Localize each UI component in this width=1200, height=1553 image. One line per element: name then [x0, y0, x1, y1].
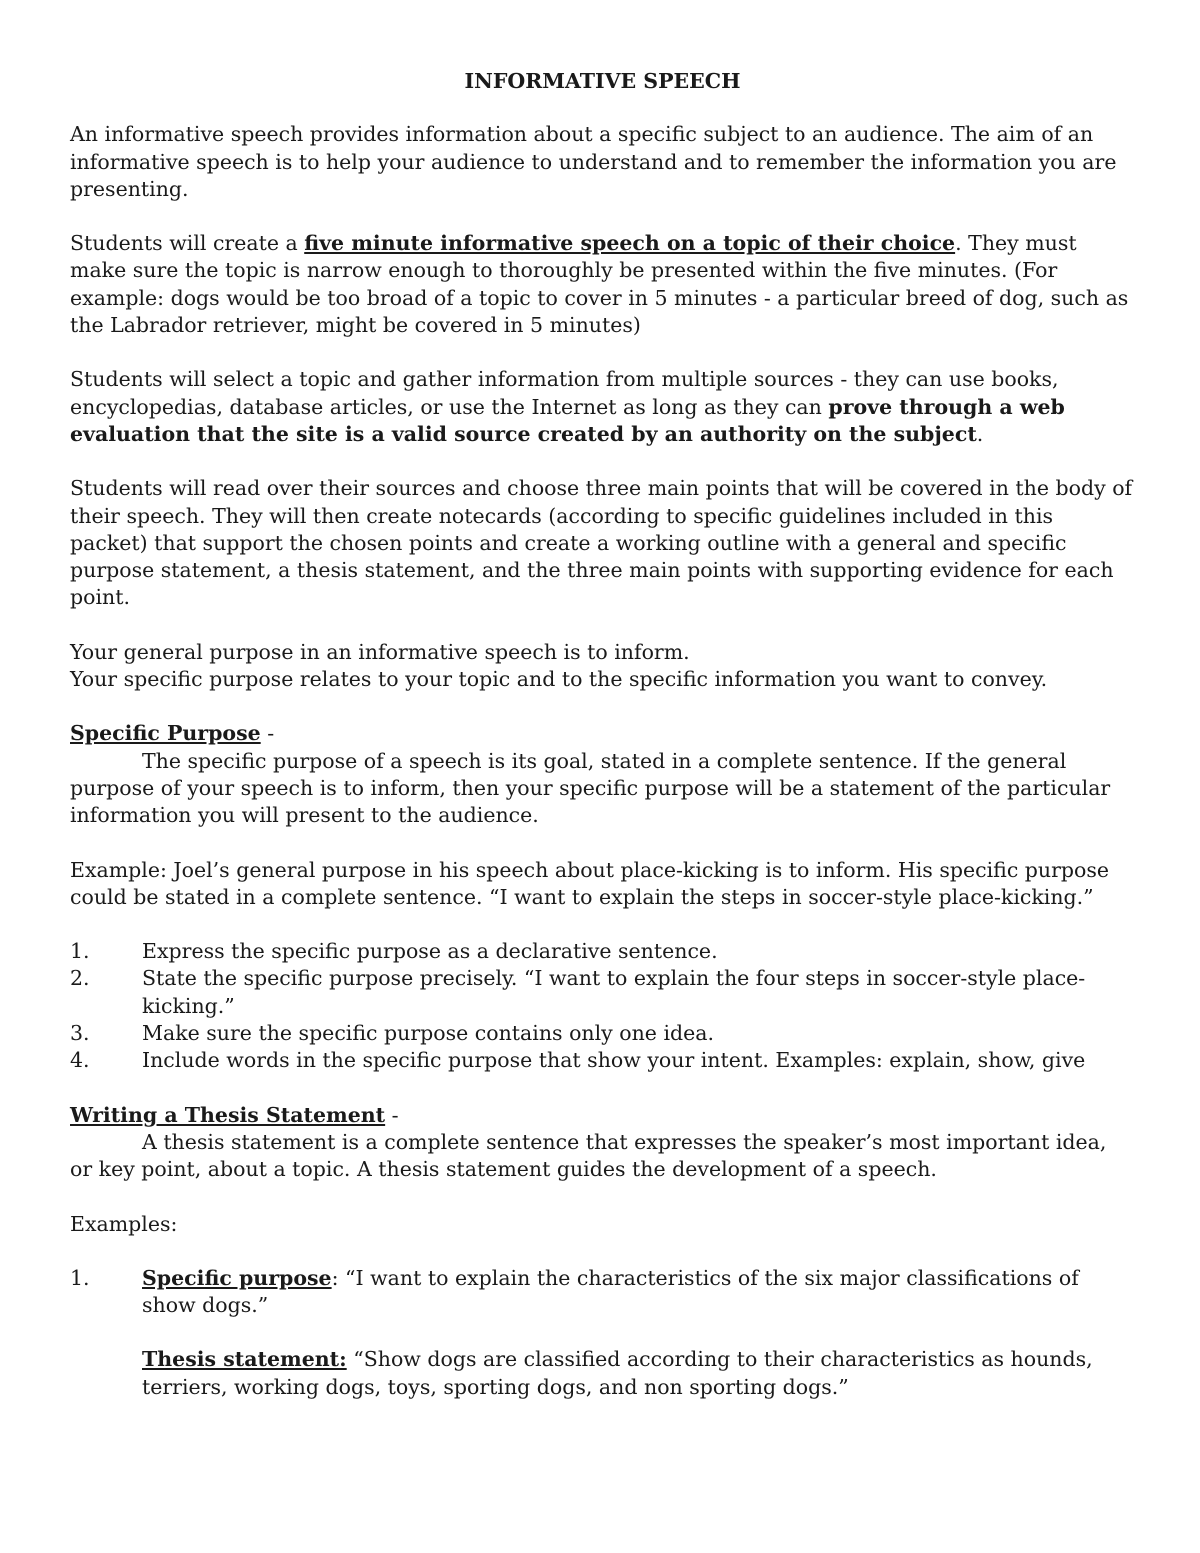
- specific-purpose-body: The specific purpose of a speech is its goal, stated in a complete sentence. If the general purpose of your speech is to inform, then your specific purpose will be a statement of the particular information you will present to the audience.: [70, 748, 1111, 828]
- document-title: INFORMATIVE SPEECH: [464, 69, 741, 93]
- list-item-number: 4.: [70, 1048, 90, 1073]
- list-item: [70, 1020, 1135, 1047]
- specific-purpose-steps: [70, 938, 1135, 1074]
- sources-text-pre: Students will select a topic and gather information from multiple sources - they can use books, encyclopedias, database articles, or use the Internet as long as they can: [70, 367, 1059, 419]
- example-number: 1.: [70, 1265, 90, 1290]
- example-thesis-statement: [142, 1346, 1135, 1401]
- examples-label: Examples:: [70, 1211, 178, 1236]
- intro-paragraph: An informative speech provides information about a specific subject to an audience. The aim of an informative speech is to help your audience to understand and to remember the information you are presenting.: [70, 122, 1117, 201]
- general-purpose-line: Your general purpose in an informative speech is to inform.: [70, 639, 690, 664]
- specific-purpose-example: Example: Joel’s general purpose in his speech about place-kicking is to inform. His specific purpose could be stated in a complete sentence. “I want to explain the steps in soccer-style place-kicking.”: [70, 857, 1110, 909]
- outline-paragraph: Students will read over their sources and choose three main points that will be covered in the body of their speech. They will then create notecards (according to specific guidelines included in this packet) that support the chosen points and create a working outline with a general and specific purpose statement, a thesis statement, and the three main points with supporting evidence for each point.: [70, 476, 1133, 610]
- list-item: [70, 1047, 1135, 1074]
- thesis-example-1: [70, 1265, 1135, 1401]
- spacer: [142, 1319, 1135, 1346]
- specific-purpose-text: : “I want to explain the characteristics of the six major classifications of show dogs.”: [142, 1265, 1079, 1318]
- list-item-number: 1.: [70, 939, 90, 964]
- specific-purpose-line: Your specific purpose relates to your topic and to the specific information you want to convey.: [70, 667, 1048, 692]
- thesis-heading-text: Writing a Thesis Statement: [70, 1102, 386, 1127]
- sources-text-post: .: [976, 421, 984, 446]
- thesis-statement-text: “Show dogs are classified according to their characteristics as hounds, terriers, working dogs, toys, sporting dogs, and non sporting dogs.”: [142, 1347, 1093, 1399]
- list-item-text: Make sure the specific purpose contains only one idea.: [142, 1021, 715, 1046]
- specific-purpose-heading: [70, 720, 1135, 747]
- example-specific-purpose: [142, 1265, 1135, 1320]
- specific-purpose-heading-suffix: -: [260, 721, 275, 746]
- document-page: [70, 68, 1135, 1401]
- list-item-text: Express the specific purpose as a declarative sentence.: [142, 939, 718, 964]
- list-item: [70, 938, 1135, 965]
- thesis-heading: [70, 1102, 1135, 1129]
- assignment-text-post: . They must make sure the topic is narrow enough to thoroughly be presented within the five minutes. (For example: dogs would be too broad of a topic to cover in 5 minutes - a particular breed of dog, such as the Labrador retriever, might be covered in 5 minutes): [70, 231, 1129, 338]
- assignment-emphasis: five minute informative speech on a topic of their choice: [304, 231, 956, 256]
- list-item-text: Include words in the specific purpose that show your intent. Examples: explain, show, give: [142, 1048, 1086, 1073]
- assignment-paragraph: [70, 230, 1135, 339]
- list-item-number: 3.: [70, 1021, 90, 1046]
- specific-purpose-heading-text: Specific Purpose: [70, 721, 261, 746]
- specific-purpose-label: Specific purpose: [142, 1265, 332, 1290]
- thesis-heading-suffix: -: [385, 1102, 399, 1127]
- thesis-statement-label: Thesis statement:: [142, 1347, 347, 1372]
- list-item-text: State the specific purpose precisely. “I want to explain the four steps in soccer-style place-kicking.”: [142, 966, 1086, 1018]
- thesis-body: A thesis statement is a complete sentence that expresses the speaker’s most important idea, or key point, about a topic. A thesis statement guides the development of a speech.: [70, 1129, 1107, 1182]
- list-item-number: 2.: [70, 966, 90, 991]
- assignment-text-pre: Students will create a: [70, 231, 305, 256]
- sources-paragraph: [70, 366, 1135, 448]
- list-item: [70, 965, 1135, 1020]
- sources-emphasis: prove through a web evaluation that the site is a valid source created by an authority on the subject: [70, 394, 1065, 446]
